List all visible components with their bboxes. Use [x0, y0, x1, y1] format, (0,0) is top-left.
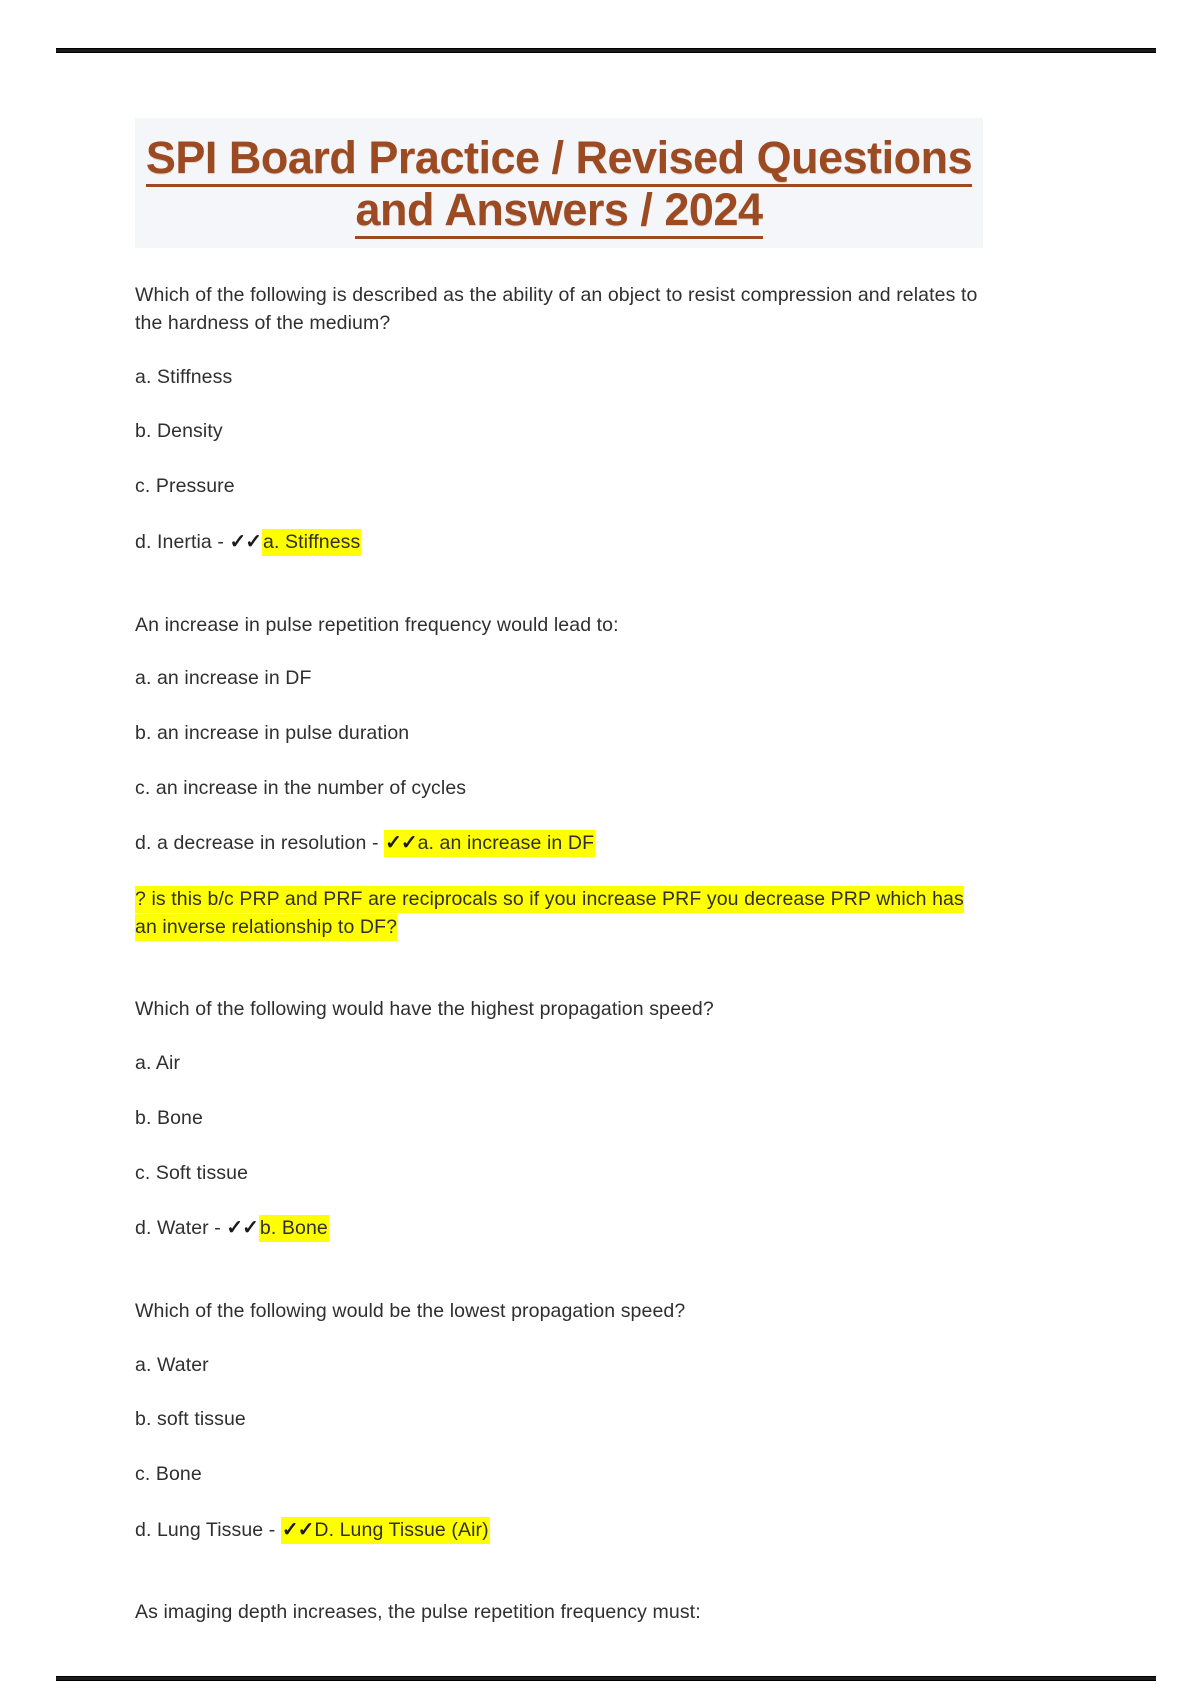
question-block — [135, 1599, 1035, 1627]
correct-answer-highlight — [281, 1517, 490, 1544]
answer-option: a. Air — [135, 1052, 181, 1075]
answer-option: c. Pressure — [135, 475, 235, 498]
question-spacer — [135, 1243, 1035, 1298]
correct-answer-highlight: b. Bone — [259, 1215, 329, 1242]
checkmark-icon: ✓✓ — [229, 530, 262, 553]
answer-option: a. an increase in DF — [135, 667, 312, 690]
answer-option-with-key — [135, 829, 1035, 858]
question-block — [135, 282, 1035, 556]
question-spacer — [135, 557, 1035, 612]
document-title-line-1 — [135, 132, 983, 184]
answer-option-label: d. Lung Tissue - — [135, 1518, 281, 1541]
answer-option: c. an increase in the number of cycles — [135, 776, 467, 799]
question-prompt: An increase in pulse repetition frequency would lead to: — [135, 613, 619, 636]
question-prompt: Which of the following would be the lowest propagation speed? — [135, 1299, 686, 1322]
answer-option: c. Soft tissue — [135, 1161, 249, 1184]
correct-answer-highlight — [384, 830, 595, 857]
answer-option-label: d. a decrease in resolution - — [135, 832, 385, 855]
checkmark-icon: ✓✓ — [226, 1217, 258, 1240]
answer-option: b. Bone — [135, 1106, 203, 1129]
answer-option: a. Water — [135, 1353, 209, 1376]
question-list — [135, 282, 1035, 1627]
page-top-divider — [56, 48, 1156, 53]
document-title — [135, 118, 983, 248]
checkmark-icon: ✓✓ — [281, 1518, 314, 1541]
page-bottom-divider — [56, 1676, 1156, 1681]
question-prompt: Which of the following is described as the ability of an object to resist compression and relates to the hardness of the medium? — [135, 284, 978, 335]
correct-answer-highlight: a. Stiffness — [262, 529, 361, 556]
correct-answer-text: a. an increase in DF — [417, 832, 595, 855]
answer-option: a. Stiffness — [135, 365, 233, 388]
answer-option: b. soft tissue — [135, 1408, 246, 1431]
question-block — [135, 996, 1035, 1242]
checkmark-icon: ✓✓ — [385, 832, 417, 855]
question-block — [135, 1298, 1035, 1544]
document-title-line-2 — [135, 184, 983, 236]
document-title-line-1-text: SPI Board Practice / Revised Questions — [146, 132, 972, 187]
question-prompt: Which of the following would have the highest propagation speed? — [135, 998, 714, 1021]
answer-option-with-key — [135, 1516, 1035, 1545]
question-spacer — [135, 1544, 1035, 1599]
question-spacer — [135, 941, 1035, 996]
answer-option-with-key — [135, 1214, 1035, 1243]
study-note-highlight: ? is this b/c PRP and PRF are reciprocals so if you increase PRF you decrease PRP which has an inverse relationship to DF? — [135, 886, 964, 941]
answer-option: b. an increase in pulse duration — [135, 721, 410, 744]
answer-option-with-key — [135, 528, 1035, 557]
answer-option: c. Bone — [135, 1462, 202, 1485]
answer-option: b. Density — [135, 420, 223, 443]
question-block — [135, 612, 1035, 942]
answer-option-label: d. Water - — [135, 1217, 227, 1240]
study-note — [135, 885, 980, 942]
document-title-line-2-text: and Answers / 2024 — [355, 184, 762, 239]
document-content — [135, 118, 1035, 1653]
answer-option-label: d. Inertia - — [135, 530, 230, 553]
question-prompt: As imaging depth increases, the pulse repetition frequency must: — [135, 1601, 701, 1624]
correct-answer-text: D. Lung Tissue (Air) — [314, 1518, 489, 1541]
